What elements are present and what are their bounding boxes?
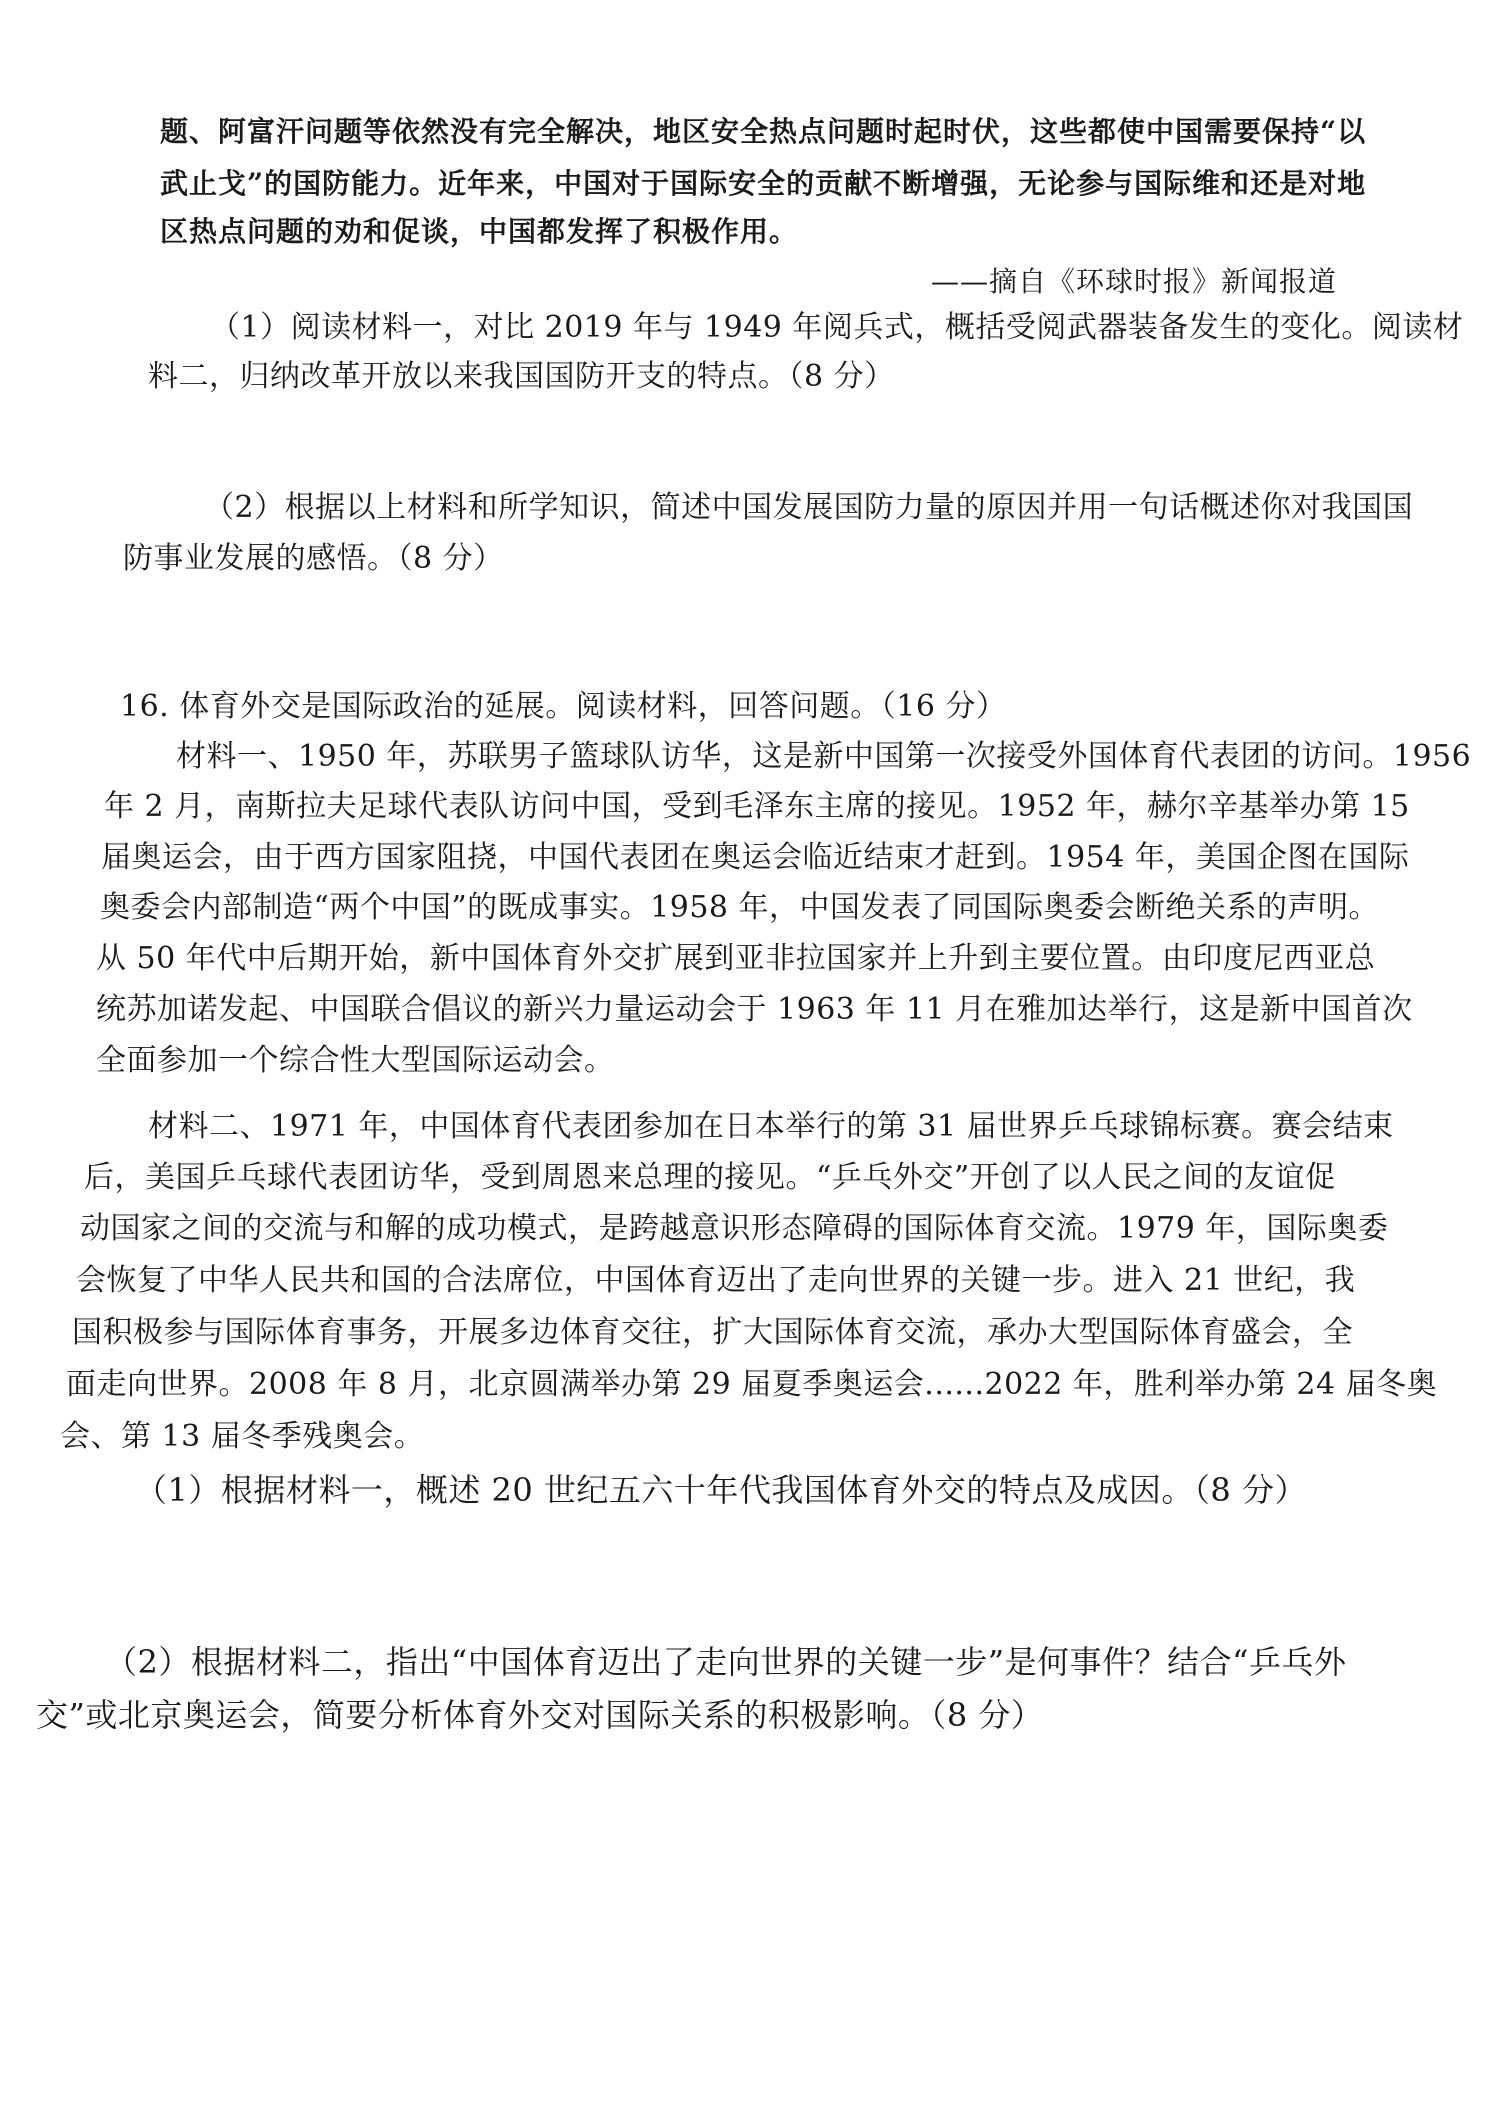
material-1-line: 全面参加一个综合性大型国际运动会。 — [96, 1043, 615, 1078]
material-1-line: 奥委会内部制造“两个中国”的既成事实。1958 年，中国发表了同国际奥委会断绝关系的声明。 — [100, 890, 1380, 925]
question-15-1: （1）阅读材料一，对比 2019 年与 1949 年阅兵式，概括受阅武器装备发生的变化。阅读材 — [210, 310, 1464, 345]
material-2-line: 面走向世界。2008 年 8 月，北京圆满举办第 29 届夏季奥运会......2022 年，胜利举办第 24 届冬奥 — [66, 1367, 1438, 1402]
material-1-line: 从 50 年代中后期开始，新中国体育外交扩展到亚非拉国家并上升到主要位置。由印度尼西亚总 — [96, 941, 1376, 976]
material-2-line: 材料二、1971 年，中国体育代表团参加在日本举行的第 31 届世界乒乓球锦标赛。赛会结束 — [148, 1109, 1394, 1144]
material-1-line: 届奥运会，由于西方国家阻挠，中国代表团在奥运会临近结束才赶到。1954 年，美国企图在国际 — [101, 840, 1410, 875]
question-16-2-cont: 交”或北京奥运会，简要分析体育外交对国际关系的积极影响。（8 分） — [36, 1696, 1044, 1734]
question-16-2: （2）根据材料二，指出“中国体育迈出了走向世界的关键一步”是何事件？结合“乒乓外 — [105, 1643, 1347, 1681]
question-16-title: 16. 体育外交是国际政治的延展。阅读材料，回答问题。（16 分） — [120, 689, 1007, 724]
material-2-line: 后，美国乒乓球代表团访华，受到周恩来总理的接见。“乒乓外交”开创了以人民之间的友谊促 — [84, 1160, 1336, 1195]
material-2-line: 动国家之间的交流与和解的成功模式，是跨越意识形态障碍的国际体育交流。1979 年，国际奥委 — [80, 1211, 1389, 1246]
question-15-2: （2）根据以上材料和所学知识，简述中国发展国防力量的原因并用一句话概述你对我国国 — [204, 490, 1414, 525]
material-1-line: 材料一、1950 年，苏联男子篮球队访华，这是新中国第一次接受外国体育代表团的访问。1956 — [176, 739, 1472, 774]
material-2-line: 会、第 13 届冬季残奥会。 — [60, 1419, 425, 1454]
question-16-1: （1）根据材料一，概述 20 世纪五六十年代我国体育外交的特点及成因。（8 分） — [135, 1471, 1307, 1509]
material-line: 区热点问题的劝和促谈，中国都发挥了积极作用。 — [160, 215, 799, 248]
question-15-1-cont: 料二，归纳改革开放以来我国国防开支的特点。（8 分） — [148, 359, 895, 394]
material-source: ——摘自《环球时报》新闻报道 — [930, 265, 1337, 298]
material-2-line: 国积极参与国际体育事务，开展多边体育交往，扩大国际体育交流，承办大型国际体育盛会，全 — [72, 1315, 1353, 1350]
material-1-line: 年 2 月，南斯拉夫足球代表队访问中国，受到毛泽东主席的接见。1952 年，赫尔辛基举办第 15 — [104, 789, 1410, 824]
material-line: 武止戈”的国防能力。近年来，中国对于国际安全的贡献不断增强，无论参与国际维和还是对地 — [160, 167, 1367, 200]
material-2-line: 会恢复了中华人民共和国的合法席位，中国体育迈出了走向世界的关键一步。进入 21 世纪，我 — [76, 1263, 1356, 1298]
material-1-line: 统苏加诺发起、中国联合倡议的新兴力量运动会于 1963 年 11 月在雅加达举行，这是新中国首次 — [96, 992, 1413, 1027]
material-line: 题、阿富汗问题等依然没有完全解决，地区安全热点问题时起时伏，这些都使中国需要保持“以 — [160, 115, 1367, 148]
question-15-2-cont: 防事业发展的感悟。（8 分） — [123, 541, 504, 576]
